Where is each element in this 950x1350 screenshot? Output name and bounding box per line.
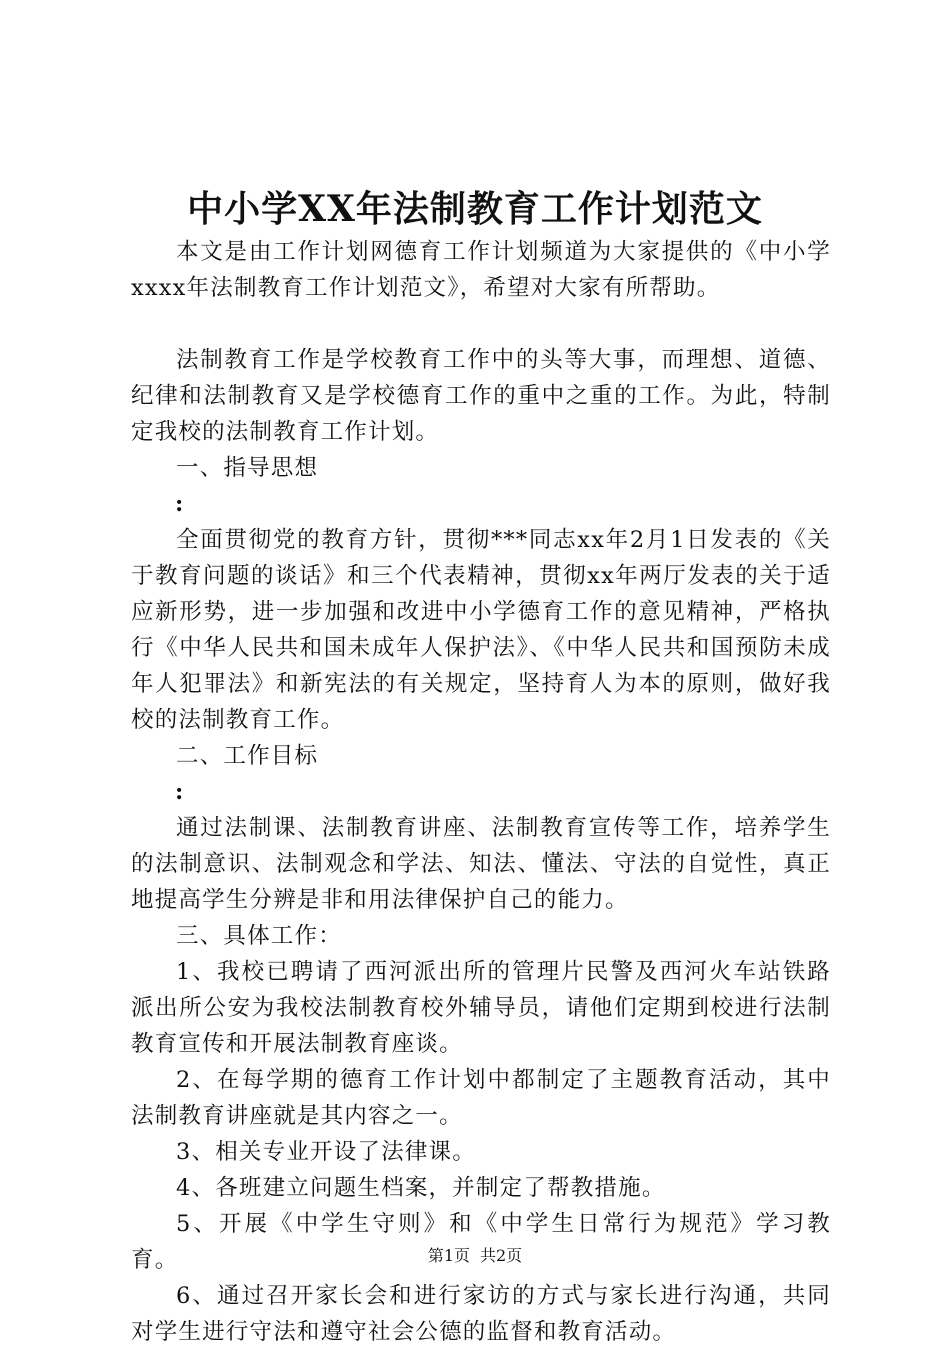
page-footer — [0, 1244, 950, 1268]
list-item: 5、开展《中学生守则》和《中学生日常行为规范》学习教育。 — [131, 1211, 831, 1273]
list-item: 2、在每学期的德育工作计划中都制定了主题教育活动，其中法制教育讲座就是其内容之一。 — [131, 1067, 831, 1129]
section-colon: : — [175, 491, 185, 517]
list-item: 1、我校已聘请了西河派出所的管理片民警及西河火车站铁路派出所公安为我校法制教育校外辅导员，请他们定期到校进行法制教育宣传和开展法制教育座谈。 — [131, 959, 831, 1057]
list-item: 6、通过召开家长会和进行家访的方式与家长进行沟通，共同对学生进行守法和遵守社会公德的监督和教育活动。 — [131, 1283, 831, 1345]
intro-paragraph: 本文是由工作计划网德育工作计划频道为大家提供的《中小学xxxx年法制教育工作计划范文》，希望对大家有所帮助。 — [131, 239, 831, 301]
list-item: 3、相关专业开设了法律课。 — [176, 1139, 476, 1165]
document-title: 中小学XX年法制教育工作计划范文 — [187, 188, 763, 230]
blank-line — [131, 306, 831, 342]
document-body — [131, 234, 831, 1350]
section-body-work-goals: 通过法制课、法制教育讲座、法制教育宣传等工作，培养学生的法制意识、法制观念和学法、知法、懂法、守法的自觉性，真正地提高学生分辨是非和用法律保护自己的能力。 — [131, 815, 831, 913]
list-item: 4、各班建立问题生档案，并制定了帮教措施。 — [176, 1175, 666, 1201]
section-colon: : — [175, 779, 185, 805]
section-heading-work-goals: 二、工作目标 — [176, 743, 319, 769]
section-heading-specific-work: 三、具体工作： — [176, 923, 342, 949]
section-body-guiding-ideology: 全面贯彻党的教育方针，贯彻***同志xx年2月1日发表的《关于教育问题的谈话》和三个代表精神，贯彻xx年两厅发表的关于适应新形势，进一步加强和改进中小学德育工作的意见精神，严格执行《中华人民共和国未成年人保护法》、《中华人民共和国预防未成年人犯罪法》和新宪法的有关规定，坚持育人为本的原则，做好我校的法制教育工作。 — [131, 527, 831, 733]
opening-paragraph: 法制教育工作是学校教育工作中的头等大事，而理想、道德、纪律和法制教育又是学校德育工作的重中之重的工作。为此，特制定我校的法制教育工作计划。 — [131, 347, 831, 445]
section-heading-guiding-ideology: 一、指导思想 — [176, 455, 319, 481]
page-total: 共2页 — [480, 1246, 523, 1265]
page-number: 第1页 — [427, 1246, 470, 1265]
